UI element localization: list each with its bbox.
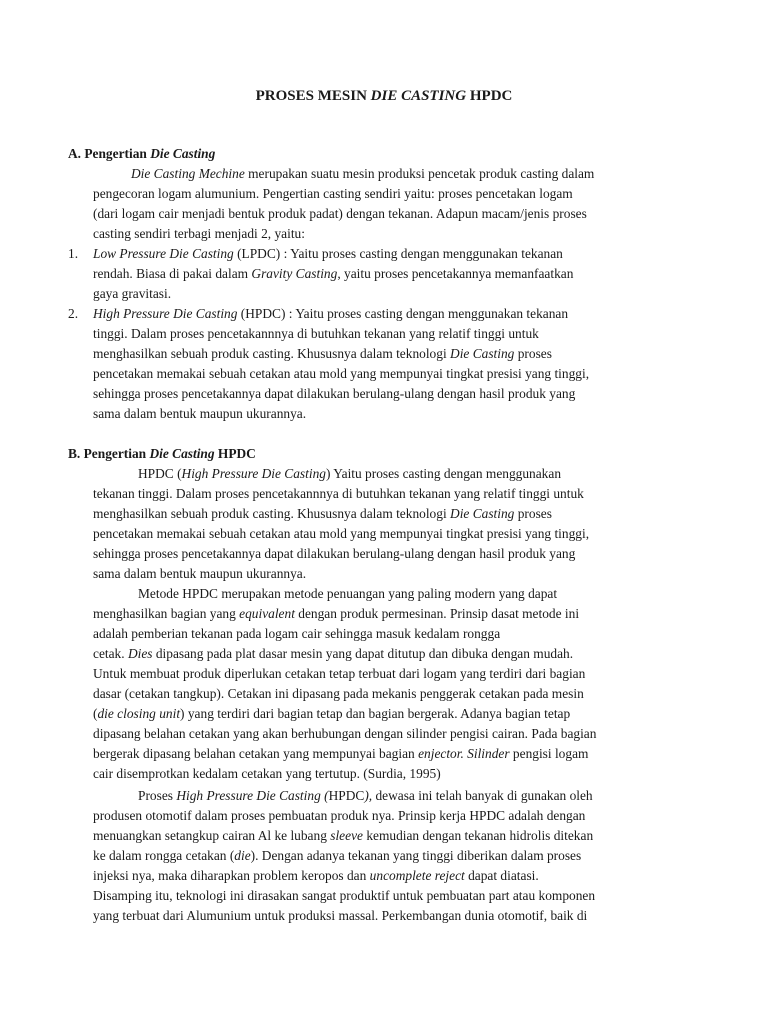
text-line: cair disemprotkan kedalam cetakan yang tertutup. (Surdia, 1995) [93, 766, 441, 781]
document-title [0, 86, 768, 106]
text-line: (die closing unit) yang terdiri dari bagian tetap dan bagian bergerak. Adanya bagian tetap [93, 706, 571, 721]
text-line: menghasilkan sebuah produk casting. Khususnya dalam teknologi Die Casting proses [93, 506, 552, 521]
text-line: dipasang belahan cetakan yang akan berhubungan dengan silinder pengisi cairan. Pada bagian [93, 726, 597, 741]
text-line: bergerak dipasang belahan cetakan yang mempunyai bagian enjector. Silinder pengisi logam [93, 746, 589, 761]
list-number-1: 1. [68, 246, 79, 261]
section-b-paragraph-2 [93, 584, 653, 784]
text-line: Proses High Pressure Die Casting (HPDC), dewasa ini telah banyak di gunakan oleh [138, 788, 593, 803]
text-line: Low Pressure Die Casting (LPDC) : Yaitu proses casting dengan menggunakan tekanan [93, 246, 563, 261]
list-item-1 [93, 244, 653, 304]
text-line: Disamping itu, teknologi ini dirasakan sangat produktif untuk pembuatan part atau komponen [93, 888, 596, 903]
list-number-2: 2. [68, 306, 79, 321]
title-text-end: HPDC [466, 88, 513, 104]
text-line: sama dalam bentuk maupun ukurannya. [93, 566, 307, 581]
title-text: PROSES MESIN [255, 88, 371, 104]
text-line: menuangkan setangkup cairan Al ke lubang sleeve kemudian dengan tekanan hidrolis ditekan [93, 828, 594, 843]
text-line: menghasilkan bagian yang equivalent dengan produk permesinan. Prinsip dasat metode ini [93, 606, 580, 621]
text-line: pencetakan memakai sebuah cetakan atau mold yang mempunyai tingkat presisi yang tinggi, [93, 526, 590, 541]
text-line: Metode HPDC merupakan metode penuangan yang paling modern yang dapat [138, 586, 558, 601]
text-line: cetak. Dies dipasang pada plat dasar mesin yang dapat ditutup dan dibuka dengan mudah. [93, 646, 574, 661]
intro-line-2: pengecoran logam alumunium. Pengertian casting sendiri yaitu: proses pencetakan logam [93, 186, 573, 201]
section-a-heading: A. Pengertian Die Casting [68, 146, 216, 161]
text-line: yang terbuat dari Alumunium untuk produksi massal. Perkembangan dunia otomotif, baik di [93, 908, 588, 923]
text-line: Untuk membuat produk diperlukan cetakan tetap terbuat dari logam yang terdiri dari bagian [93, 666, 586, 681]
text-line: sehingga proses pencetakannya dapat dilakukan berulang-ulang dengan hasil produk yang [93, 386, 576, 401]
text-line: pencetakan memakai sebuah cetakan atau mold yang mempunyai tingkat presisi yang tinggi, [93, 366, 590, 381]
title-emphasis: DIE CASTING [370, 88, 467, 104]
text-line: dasar (cetakan tangkup). Cetakan ini dipasang pada mekanis penggerak cetakan pada mesin [93, 686, 584, 701]
text-line: High Pressure Die Casting (HPDC) : Yaitu proses casting dengan menggunakan tekanan [93, 306, 569, 321]
text-line: produsen otomotif dalam proses pembuatan produk nya. Prinsip kerja HPDC adalah dengan [93, 808, 586, 823]
text-line: tinggi. Dalam proses pencetakannnya di butuhkan tekanan yang relatif tinggi untuk [93, 326, 539, 341]
list-item-2 [93, 304, 653, 424]
section-b-paragraph-3 [93, 786, 653, 926]
section-b-paragraph-1 [93, 464, 653, 584]
text-line: tekanan tinggi. Dalam proses pencetakannnya di butuhkan tekanan yang relatif tinggi untuk [93, 486, 584, 501]
text-line: sehingga proses pencetakannya dapat dilakukan berulang-ulang dengan hasil produk yang [93, 546, 576, 561]
intro-line-1: Die Casting Mechine merupakan suatu mesin produksi pencetak produk casting dalam [131, 166, 595, 181]
text-line: menghasilkan sebuah produk casting. Khususnya dalam teknologi Die Casting proses [93, 346, 552, 361]
text-line: adalah pemberian tekanan pada logam cair sehingga masuk kedalam rongga [93, 626, 501, 641]
intro-line-4: casting sendiri terbagi menjadi 2, yaitu: [93, 226, 305, 241]
text-line: HPDC (High Pressure Die Casting) Yaitu proses casting dengan menggunakan [138, 466, 562, 481]
intro-line-3: (dari logam cair menjadi bentuk produk padat) dengan tekanan. Adapun macam/jenis proses [93, 206, 587, 221]
section-b-heading: B. Pengertian Die Casting HPDC [68, 446, 256, 461]
text-line: injeksi nya, maka diharapkan problem keropos dan uncomplete reject dapat diatasi. [93, 868, 539, 883]
text-line: ke dalam rongga cetakan (die). Dengan adanya tekanan yang tinggi diberikan dalam proses [93, 848, 582, 863]
text-line: gaya gravitasi. [93, 286, 172, 301]
section-a-intro [93, 164, 653, 244]
text-line: rendah. Biasa di pakai dalam Gravity Casting, yaitu proses pencetakannya memanfaatkan [93, 266, 574, 281]
text-line: sama dalam bentuk maupun ukurannya. [93, 406, 307, 421]
